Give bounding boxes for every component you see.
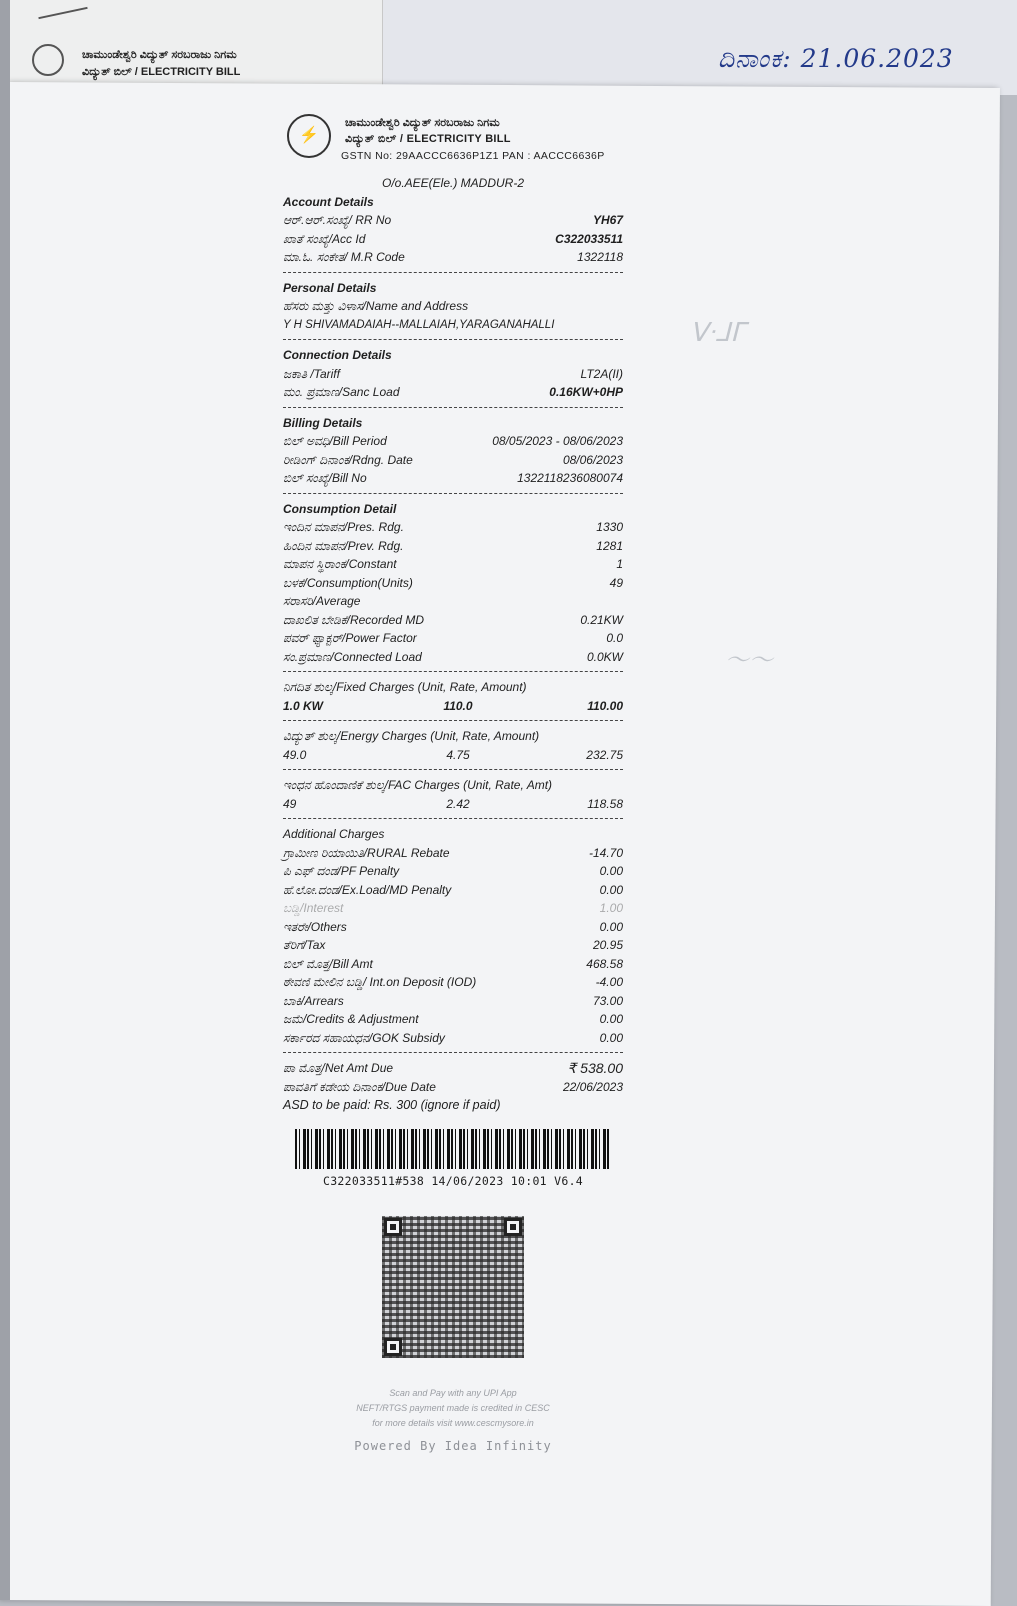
field-value: 0.21KW xyxy=(580,612,623,627)
mr-row xyxy=(283,248,623,267)
field-value: 1322118236080074 xyxy=(517,471,623,485)
field-value: LT2A(II) xyxy=(580,366,623,381)
divider xyxy=(283,407,623,408)
section-title: Personal Details xyxy=(283,280,377,295)
field-label: ವಿದ್ಯುತ್ ಶುಲ್ಕ/Energy Charges (Unit, Rate, Amount) xyxy=(283,729,540,743)
company-name: ಚಾಮುಂಡೇಶ್ವರಿ ವಿದ್ಯುತ್ ಸರಬರಾಜು ನಿಗಮ xyxy=(345,117,500,129)
rr-row xyxy=(283,211,623,230)
section-title: Additional Charges xyxy=(283,827,385,841)
field-value: 0.0 xyxy=(606,631,623,645)
field-label: ಬಾಕಿ/Arrears xyxy=(283,993,344,1008)
field-value: 08/05/2023 - 08/06/2023 xyxy=(492,434,623,448)
field-label: ಸರಾಸರಿ/Average xyxy=(283,594,361,608)
field-label: ಹೆ.ಲೋ.ದಂಡ/Ex.Load/MD Penalty xyxy=(283,882,452,897)
field-label: ದಾಖಲಿತ ಬೇಡಿಕೆ/Recorded MD xyxy=(283,612,424,627)
field-value: 49 xyxy=(609,575,623,590)
bill-title: ವಿದ್ಯುತ್ ಬಿಲ್ / ELECTRICITY BILL xyxy=(345,133,511,145)
additional-charge-row xyxy=(283,862,623,881)
top-bill-slip xyxy=(0,0,383,93)
divider xyxy=(283,493,623,494)
field-label: ಹಿಂದಿನ ಮಾಪನ/Prev. Rdg. xyxy=(283,538,404,553)
office-name: O/o.AEE(Ele.) MADDUR-2 xyxy=(381,176,525,190)
field-value: 468.58 xyxy=(586,956,623,971)
paper-edge xyxy=(0,0,10,1600)
gstin-pan: GSTN No: 29AACCC6636P1Z1 PAN : AACCC6636P xyxy=(341,150,605,162)
electricity-bill-receipt xyxy=(283,112,623,1456)
field-label: ಜಮೆ/Credits & Adjustment xyxy=(283,1012,419,1026)
section-title: Consumption Detail xyxy=(283,501,397,516)
field-label: ಪಾವತಿಗೆ ಕಡೇಯ ದಿನಾಂಕ/Due Date xyxy=(283,1079,436,1094)
divider xyxy=(283,272,623,273)
field-label: ಠೇವಣಿ ಮೇಲಿನ ಬಡ್ಡಿ/ Int.on Deposit (IOD) xyxy=(283,975,477,989)
consumption-row xyxy=(283,629,623,648)
divider xyxy=(283,769,623,770)
bill-period-row xyxy=(283,432,623,451)
field-label: ಖಾತೆ ಸಂಖ್ಯೆ/Acc Id xyxy=(283,231,366,246)
powered-by: Powered By Idea Infinity xyxy=(354,1439,552,1453)
qr-code xyxy=(382,1216,524,1358)
field-label: ಆರ್.ಆರ್.ಸಂಖ್ಯೆ/ RR No xyxy=(283,213,392,227)
bleed-through-mark: 〜〜 xyxy=(725,646,773,674)
field-value: 0.00 xyxy=(599,919,623,934)
field-value: -4.00 xyxy=(595,975,623,989)
reading-date-row xyxy=(283,451,623,470)
field-label: ಜಕಾತಿ /Tariff xyxy=(283,366,340,381)
asd-note xyxy=(283,1096,623,1115)
field-label: ಮಾ.ಓ. ಸಂಕೇತ/ M.R Code xyxy=(283,250,405,264)
additional-charge-row xyxy=(283,1029,623,1048)
field-value: -14.70 xyxy=(588,845,623,860)
field-label: ಸಂ.ಪ್ರಮಾಣ/Connected Load xyxy=(283,649,422,664)
charge-amount: 232.75 xyxy=(586,747,623,762)
acc-row xyxy=(283,230,623,249)
section-title: Connection Details xyxy=(283,348,392,362)
due-date-row xyxy=(283,1078,623,1097)
section-title: Account Details xyxy=(283,194,374,209)
net-amount-value: ₹ 538.00 xyxy=(567,1060,623,1076)
fixed-charges-row xyxy=(283,697,623,716)
bill-no-row xyxy=(283,469,623,488)
field-value: 1330 xyxy=(596,520,623,534)
charge-unit: 49.0 xyxy=(283,747,307,762)
field-value: 0.00 xyxy=(599,1012,623,1026)
energy-charges-row xyxy=(283,746,623,765)
additional-charge-row xyxy=(283,899,623,918)
field-label: ರೀಡಿಂಗ್ ದಿನಾಂಕ/Rdng. Date xyxy=(283,452,413,467)
due-date-value: 22/06/2023 xyxy=(562,1079,623,1094)
consumption-row xyxy=(283,518,623,537)
field-label: ಗ್ರಾಮೀಣ ರಿಯಾಯಿತಿ/RURAL Rebate xyxy=(283,845,450,860)
footer-line: for more details visit www.cescmysore.in xyxy=(372,1418,534,1428)
field-value: 0.0KW xyxy=(586,649,623,664)
divider xyxy=(283,339,623,340)
divider xyxy=(283,818,623,819)
field-label: ಹೆಸರು ಮತ್ತು ವಿಳಾಸ/Name and Address xyxy=(283,299,469,313)
additional-charge-row xyxy=(283,918,623,937)
charge-rate: 4.75 xyxy=(446,747,470,762)
sanc-load-row xyxy=(283,383,623,402)
additional-charge-row xyxy=(283,973,623,992)
field-value: 0.16KW+0HP xyxy=(549,385,623,399)
qr-finder-mark xyxy=(384,1218,402,1236)
field-value: 1322118 xyxy=(577,250,623,264)
field-label: ಬಡ್ಡಿ/Interest xyxy=(283,901,344,915)
bill-header xyxy=(283,112,623,172)
field-label: ಇತರೇ/Others xyxy=(283,919,347,934)
consumption-row xyxy=(283,574,623,593)
consumption-row xyxy=(283,592,623,611)
additional-charge-row xyxy=(283,955,623,974)
section-title: Billing Details xyxy=(283,415,363,430)
field-value: 73.00 xyxy=(592,993,623,1008)
tariff-row xyxy=(283,365,623,384)
field-label: ಬಿಲ್ ಮೊತ್ತ/Bill Amt xyxy=(283,956,373,971)
company-logo-icon: ⚡ xyxy=(287,114,331,158)
additional-charge-row xyxy=(283,936,623,955)
field-value: 08/06/2023 xyxy=(562,452,623,467)
consumption-row xyxy=(283,537,623,556)
divider xyxy=(283,1052,623,1053)
barcode xyxy=(295,1129,611,1169)
energy-charges-title xyxy=(283,727,623,746)
consumption-row xyxy=(283,555,623,574)
bleed-through-mark: ᐯᐧᒧᒥ xyxy=(690,318,745,348)
name-row xyxy=(283,297,623,316)
field-label: ಪಾ ಮೊತ್ತ/Net Amt Due xyxy=(283,1061,394,1075)
field-label: ನಿಗದಿತ ಶುಲ್ಕ/Fixed Charges (Unit, Rate, Amount) xyxy=(283,680,527,694)
charge-rate: 2.42 xyxy=(446,796,470,811)
additional-charge-row xyxy=(283,1010,623,1029)
qr-finder-mark xyxy=(504,1218,522,1236)
field-value: 20.95 xyxy=(592,938,623,952)
additional-charge-row xyxy=(283,844,623,863)
fac-charges-row xyxy=(283,795,623,814)
slip-bill-title: ವಿದ್ಯುತ್ ಬಿಲ್ / ELECTRICITY BILL xyxy=(82,66,241,78)
charge-unit: 49 xyxy=(283,796,297,811)
field-label: ಮಂ. ಪ್ರಮಾಣ/Sanc Load xyxy=(283,385,400,399)
payment-footer xyxy=(283,1386,623,1431)
field-value: 0.00 xyxy=(599,1030,623,1045)
field-label: ಬಿಲ್ ಸಂಖ್ಯೆ/Bill No xyxy=(283,471,367,485)
field-label: ಬಳಕೆ/Consumption(Units) xyxy=(283,575,413,590)
field-label: ಪಿ ಎಫ್ ದಂಡ/PF Penalty xyxy=(283,864,400,878)
additional-charge-row xyxy=(283,881,623,900)
field-value: 1.00 xyxy=(599,901,623,915)
charge-rate: 110.0 xyxy=(443,698,473,713)
field-label: ಪವರ್ ಫ್ಯಾಕ್ಟರ್/Power Factor xyxy=(283,631,417,645)
charge-amount: 118.58 xyxy=(587,796,623,811)
field-value: 1281 xyxy=(596,538,623,553)
field-label: ತೆರಿಗೆ/Tax xyxy=(283,938,326,952)
field-label: ಮಾಪನ ಸ್ಥಿರಾಂಕ/Constant xyxy=(283,557,397,571)
field-value: 1 xyxy=(616,557,623,571)
divider xyxy=(283,720,623,721)
net-amount-row xyxy=(283,1059,623,1078)
consumption-row xyxy=(283,648,623,667)
divider xyxy=(283,671,623,672)
field-label: ಇಂಧನ ಹೊಂದಾಣಿಕೆ ಶುಲ್ಕ/FAC Charges (Unit, Rate, Amt) xyxy=(283,778,553,792)
company-logo-icon xyxy=(32,44,64,76)
field-label: ಸರ್ಕಾರದ ಸಹಾಯಧನ/GOK Subsidy xyxy=(283,1030,445,1045)
field-value: YH67 xyxy=(592,213,623,227)
fixed-charges-title xyxy=(283,678,623,697)
charge-amount: 110.00 xyxy=(587,698,623,713)
field-value: 0.00 xyxy=(599,864,623,878)
additional-charge-row xyxy=(283,992,623,1011)
field-value: C322033511 xyxy=(555,231,623,246)
field-label: ಬಿಲ್ ಅವಧಿ/Bill Period xyxy=(283,434,387,448)
field-value: 0.00 xyxy=(599,882,623,897)
asd-note-text: ASD to be paid: Rs. 300 (ignore if paid) xyxy=(283,1098,501,1112)
footer-line: Scan and Pay with any UPI App xyxy=(389,1388,517,1398)
slip-company-name: ಚಾಮುಂಡೇಶ್ವರಿ ವಿದ್ಯುತ್ ಸರಬರಾಜು ನಿಗಮ xyxy=(82,49,237,61)
charge-unit: 1.0 KW xyxy=(283,698,324,713)
name-address-value: Y H SHIVAMADAIAH--MALLAIAH,YARAGANAHALLI xyxy=(283,318,555,331)
fac-charges-title xyxy=(283,776,623,795)
qr-finder-mark xyxy=(384,1338,402,1356)
consumption-row xyxy=(283,611,623,630)
pen-mark xyxy=(38,7,87,19)
barcode-text: C322033511#538 14/06/2023 10:01 V6.4 xyxy=(322,1173,584,1188)
handwritten-date: ದಿನಾಂಕ: 21.06.2023 xyxy=(718,44,954,73)
footer-line: NEFT/RTGS payment made is credited in CESC xyxy=(356,1403,550,1413)
field-label: ಇಂದಿನ ಮಾಪನ/Pres. Rdg. xyxy=(283,520,404,534)
